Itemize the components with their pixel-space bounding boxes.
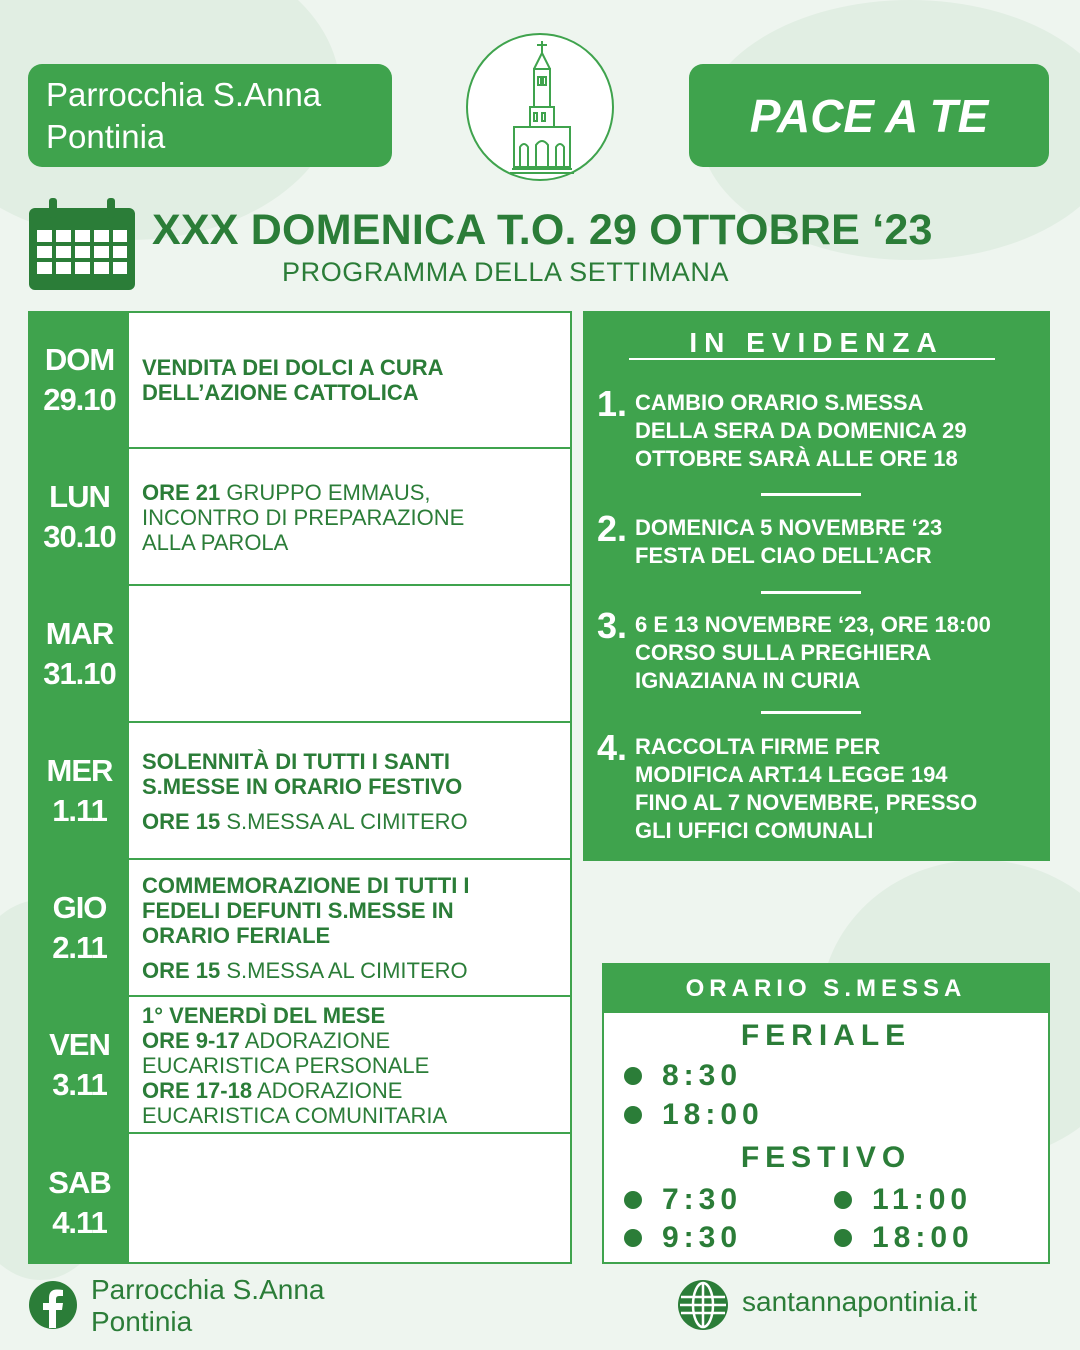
mass-time: 7:30 (624, 1183, 742, 1217)
highlight-number: 2. (597, 508, 628, 549)
highlight-text: CAMBIO ORARIO S.MESSA DELLA SERA DA DOMENICA 29 OTTOBRE SARÀ ALLE ORE 18 (635, 390, 967, 471)
facebook-page-link[interactable]: Parrocchia S.Anna Pontinia (91, 1274, 325, 1337)
event-description (142, 313, 564, 447)
highlights-panel (583, 311, 1050, 861)
event-line: SOLENNITÀ DI TUTTI I SANTI (142, 748, 450, 774)
event-line: S.MESSE IN ORARIO FESTIVO (142, 773, 463, 799)
mass-times-title: ORARIO S.MESSA (604, 965, 1048, 1013)
day-label (30, 313, 129, 447)
schedule-row (30, 861, 570, 997)
holiday-label: FESTIVO (740, 1141, 912, 1174)
day-name: MAR (45, 616, 114, 651)
globe-icon (677, 1279, 729, 1336)
mass-time: 18:00 (624, 1098, 764, 1132)
bullet-icon (834, 1229, 852, 1247)
highlight-text: DOMENICA 5 NOVEMBRE ‘23 FESTA DEL CIAO DELL’ACR (635, 515, 943, 568)
highlights-title: IN EVIDENZA (689, 327, 944, 358)
highlights-title-underline (629, 358, 995, 360)
parish-name-line2: Pontinia (46, 118, 166, 155)
slogan-text: PACE A TE (749, 89, 989, 142)
mass-time: 11:00 (834, 1183, 972, 1217)
bullet-icon (834, 1191, 852, 1209)
event-line: EUCARISTICA PERSONALE (142, 1052, 430, 1078)
mass-time: 18:00 (834, 1221, 974, 1255)
day-date: 30.10 (43, 519, 116, 554)
mass-times-panel (602, 963, 1050, 1264)
parish-name-box (28, 64, 392, 167)
day-name: VEN (49, 1027, 110, 1062)
day-date: 4.11 (52, 1205, 107, 1240)
page-title: XXX DOMENICA T.O. 29 OTTOBRE ‘23 (152, 206, 933, 254)
event-line: ORE 17-18 ADORAZIONE (142, 1077, 403, 1103)
day-name: DOM (44, 342, 115, 377)
mass-time: 9:30 (624, 1221, 742, 1255)
schedule-row (30, 1135, 570, 1271)
slogan-box (689, 64, 1049, 167)
event-line: ORE 9-17 ADORAZIONE (142, 1027, 391, 1053)
event-line: DELL’AZIONE CATTOLICA (142, 380, 419, 405)
highlight-separator (761, 493, 861, 496)
day-date: 1.11 (52, 793, 107, 828)
weekly-schedule (28, 311, 572, 1264)
mass-time: 8:30 (624, 1059, 742, 1093)
event-description (142, 998, 564, 1132)
day-name: LUN (49, 479, 110, 514)
highlight-separator (761, 591, 861, 594)
church-logo (466, 33, 614, 181)
day-label (30, 450, 129, 584)
event-line: ORARIO FERIALE (142, 923, 331, 948)
day-name: SAB (48, 1165, 111, 1200)
bullet-icon (624, 1067, 642, 1085)
event-line: INCONTRO DI PREPARAZIONE (142, 504, 465, 530)
highlight-separator (761, 711, 861, 714)
event-line: ALLA PAROLA (142, 529, 289, 555)
church-tower-icon (468, 35, 616, 183)
day-date: 29.10 (43, 382, 116, 417)
day-label (30, 998, 129, 1132)
highlight-number: 4. (597, 727, 628, 768)
event-line: ORE 15 S.MESSA AL CIMITERO (142, 958, 468, 983)
day-label (30, 587, 129, 721)
event-description (142, 861, 564, 995)
day-name: MER (46, 753, 113, 788)
day-date: 2.11 (52, 930, 107, 965)
day-label (30, 861, 129, 995)
bullet-icon (624, 1229, 642, 1247)
highlight-text: RACCOLTA FIRME PER MODIFICA ART.14 LEGGE 194 FINO AL 7 NOVEMBRE, PRESSO GLI UFFICI COMUNALI (635, 734, 978, 843)
facebook-icon[interactable] (28, 1280, 78, 1335)
event-description (142, 450, 564, 584)
day-date: 3.11 (52, 1067, 107, 1102)
event-line: FEDELI DEFUNTI S.MESSE IN (142, 898, 454, 923)
event-description (142, 724, 564, 858)
schedule-row (30, 587, 570, 723)
day-name: GIO (52, 890, 107, 925)
highlight-number: 1. (597, 383, 628, 424)
event-line: COMMEMORAZIONE DI TUTTI I (142, 873, 470, 898)
day-label (30, 1135, 129, 1271)
website-link[interactable]: santannapontinia.it (742, 1286, 978, 1317)
calendar-icon (27, 198, 137, 297)
schedule-row (30, 313, 570, 449)
weekday-label: FERIALE (740, 1019, 912, 1052)
bullet-icon (624, 1191, 642, 1209)
schedule-row (30, 724, 570, 860)
page-subtitle: PROGRAMMA DELLA SETTIMANA (282, 257, 730, 287)
event-line: ORE 15 S.MESSA AL CIMITERO (142, 808, 468, 834)
highlight-text: 6 E 13 NOVEMBRE ‘23, ORE 18:00 CORSO SULLA PREGHIERA IGNAZIANA IN CURIA (635, 612, 991, 693)
event-description (142, 1135, 564, 1271)
event-line: EUCARISTICA COMUNITARIA (142, 1102, 448, 1128)
bullet-icon (624, 1106, 642, 1124)
parish-name-line1: Parrocchia S.Anna (46, 76, 322, 113)
event-line: VENDITA DEI DOLCI A CURA (142, 355, 444, 380)
schedule-row (30, 998, 570, 1134)
event-line: 1° VENERDÌ DEL MESE (142, 1002, 386, 1028)
event-description (142, 587, 564, 721)
highlight-number: 3. (597, 605, 628, 646)
day-label (30, 724, 129, 858)
event-line: ORE 21 GRUPPO EMMAUS, (142, 479, 431, 505)
schedule-row (30, 450, 570, 586)
day-date: 31.10 (43, 656, 116, 691)
